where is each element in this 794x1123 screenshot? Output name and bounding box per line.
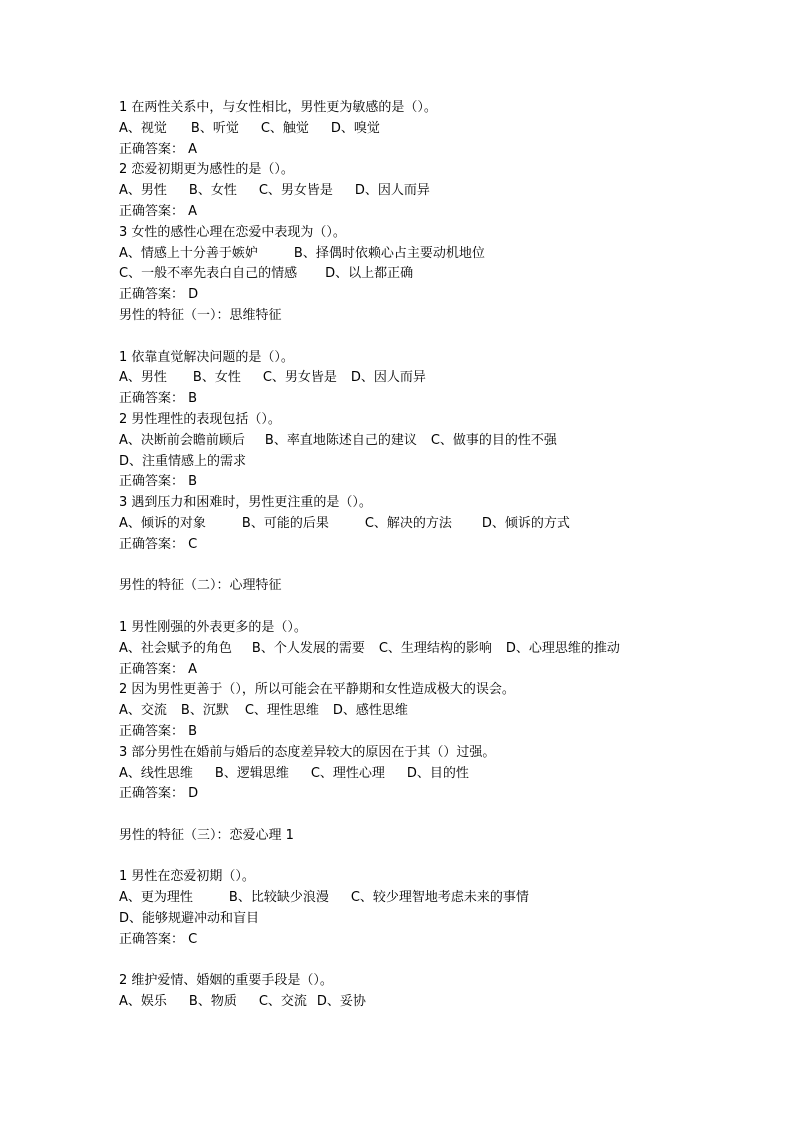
correct-answer: 正确答案： A xyxy=(119,141,198,157)
option-b: B、比较缺少浪漫 xyxy=(228,890,329,906)
option-row xyxy=(119,992,759,1013)
correct-answer: 正确答案： C xyxy=(119,931,198,947)
option-a: A、视觉 xyxy=(119,120,167,136)
question-stem: 3 女性的感性心理在恋爱中表现为（）。 xyxy=(119,224,346,240)
option-c: C、一般不率先表白自己的情感 xyxy=(119,266,298,282)
section-title: 男性的特征（二）：心理特征 xyxy=(119,578,282,594)
option-row xyxy=(119,888,759,909)
option-b: B、听觉 xyxy=(190,120,239,136)
blank-line xyxy=(119,556,759,577)
option-b: B、率直地陈述自己的建议 xyxy=(264,432,417,448)
option-c: C、男女皆是 xyxy=(262,370,337,386)
option-a: A、倾诉的对象 xyxy=(119,515,206,531)
option-d: D、因人而异 xyxy=(354,183,430,199)
document-body xyxy=(119,98,759,1013)
section-title: 男性的特征（一）：思维特征 xyxy=(119,307,282,323)
option-d: D、妥协 xyxy=(316,994,366,1010)
correct-answer: 正确答案： D xyxy=(119,287,199,303)
section-title: 男性的特征（三）：恋爱心理 1 xyxy=(119,827,294,843)
question-stem: 2 男性理性的表现包括（）。 xyxy=(119,411,281,427)
option-row xyxy=(119,119,759,140)
option-row xyxy=(119,244,759,265)
correct-answer: 正确答案： B xyxy=(119,474,198,490)
option-c: C、男女皆是 xyxy=(258,183,333,199)
correct-answer: 正确答案： B xyxy=(119,391,198,407)
blank-line xyxy=(119,847,759,868)
correct-answer: 正确答案： C xyxy=(119,536,198,552)
question-stem: 1 在两性关系中，与女性相比，男性更为敏感的是（）。 xyxy=(119,100,437,115)
correct-answer: 正确答案： A xyxy=(119,203,198,219)
question-stem: 1 男性在恋爱初期（）。 xyxy=(119,869,255,885)
option-c: C、解决的方法 xyxy=(364,515,452,531)
correct-answer: 正确答案： B xyxy=(119,723,198,739)
option-row xyxy=(119,452,759,473)
option-d: D、注重情感上的需求 xyxy=(119,453,247,469)
option-b: B、沉默 xyxy=(180,703,229,719)
option-d: D、因人而异 xyxy=(350,370,426,386)
option-row xyxy=(119,264,759,285)
option-a: A、决断前会瞻前顾后 xyxy=(119,432,245,448)
option-d: D、以上都正确 xyxy=(325,266,414,282)
option-row xyxy=(119,431,759,452)
option-d: D、倾诉的方式 xyxy=(481,515,570,531)
option-c: C、理性思维 xyxy=(244,703,319,719)
option-c: C、理性心理 xyxy=(310,765,385,781)
option-a: A、男性 xyxy=(119,183,167,199)
option-row xyxy=(119,181,759,202)
option-d: D、嗅觉 xyxy=(330,120,380,136)
option-b: B、物质 xyxy=(188,994,237,1010)
option-row xyxy=(119,514,759,535)
option-a: A、社会赋予的角色 xyxy=(119,640,232,656)
option-c: C、生理结构的影响 xyxy=(378,640,492,656)
question-stem: 2 维护爱情、婚姻的重要手段是（）。 xyxy=(119,973,333,989)
option-d: D、感性思维 xyxy=(332,703,408,719)
question-stem: 1 依靠直觉解决问题的是（）。 xyxy=(119,349,294,365)
option-row xyxy=(119,368,759,389)
option-b: B、女性 xyxy=(188,183,237,199)
question-stem: 1 男性刚强的外表更多的是（）。 xyxy=(119,619,307,635)
option-d: D、能够规避冲动和盲目 xyxy=(119,911,260,927)
blank-line xyxy=(119,805,759,826)
question-stem: 2 恋爱初期更为感性的是（）。 xyxy=(119,162,294,178)
option-c: C、较少理智地考虑未来的事情 xyxy=(350,890,529,906)
question-stem: 3 遇到压力和困难时，男性更注重的是（）。 xyxy=(119,495,372,511)
option-b: B、个人发展的需要 xyxy=(251,640,365,656)
question-stem: 2 因为男性更善于（），所以可能会在平静期和女性造成极大的误会。 xyxy=(119,682,515,698)
question-stem: 3 部分男性在婚前与婚后的态度差异较大的原因在于其（）过强。 xyxy=(119,744,496,760)
option-row xyxy=(119,909,759,930)
option-c: C、做事的目的性不强 xyxy=(430,432,557,448)
option-a: A、男性 xyxy=(119,370,167,386)
option-b: B、逻辑思维 xyxy=(214,765,289,781)
option-a: A、交流 xyxy=(119,703,167,719)
option-c: C、触觉 xyxy=(260,120,309,136)
option-b: B、可能的后果 xyxy=(241,515,329,531)
option-d: D、目的性 xyxy=(406,765,469,781)
option-row xyxy=(119,701,759,722)
option-row xyxy=(119,764,759,785)
option-a: A、更为理性 xyxy=(119,890,193,906)
blank-line xyxy=(119,327,759,348)
option-b: B、择偶时依赖心占主要动机地位 xyxy=(293,245,485,261)
option-a: A、娱乐 xyxy=(119,994,167,1010)
blank-line xyxy=(119,951,759,972)
correct-answer: 正确答案： D xyxy=(119,786,199,802)
option-c: C、交流 xyxy=(258,994,307,1010)
correct-answer: 正确答案： A xyxy=(119,661,198,677)
option-d: D、心理思维的推动 xyxy=(505,640,620,656)
option-a: A、情感上十分善于嫉妒 xyxy=(119,245,258,261)
option-row xyxy=(119,639,759,660)
option-a: A、线性思维 xyxy=(119,765,193,781)
option-b: B、女性 xyxy=(192,370,241,386)
blank-line xyxy=(119,597,759,618)
